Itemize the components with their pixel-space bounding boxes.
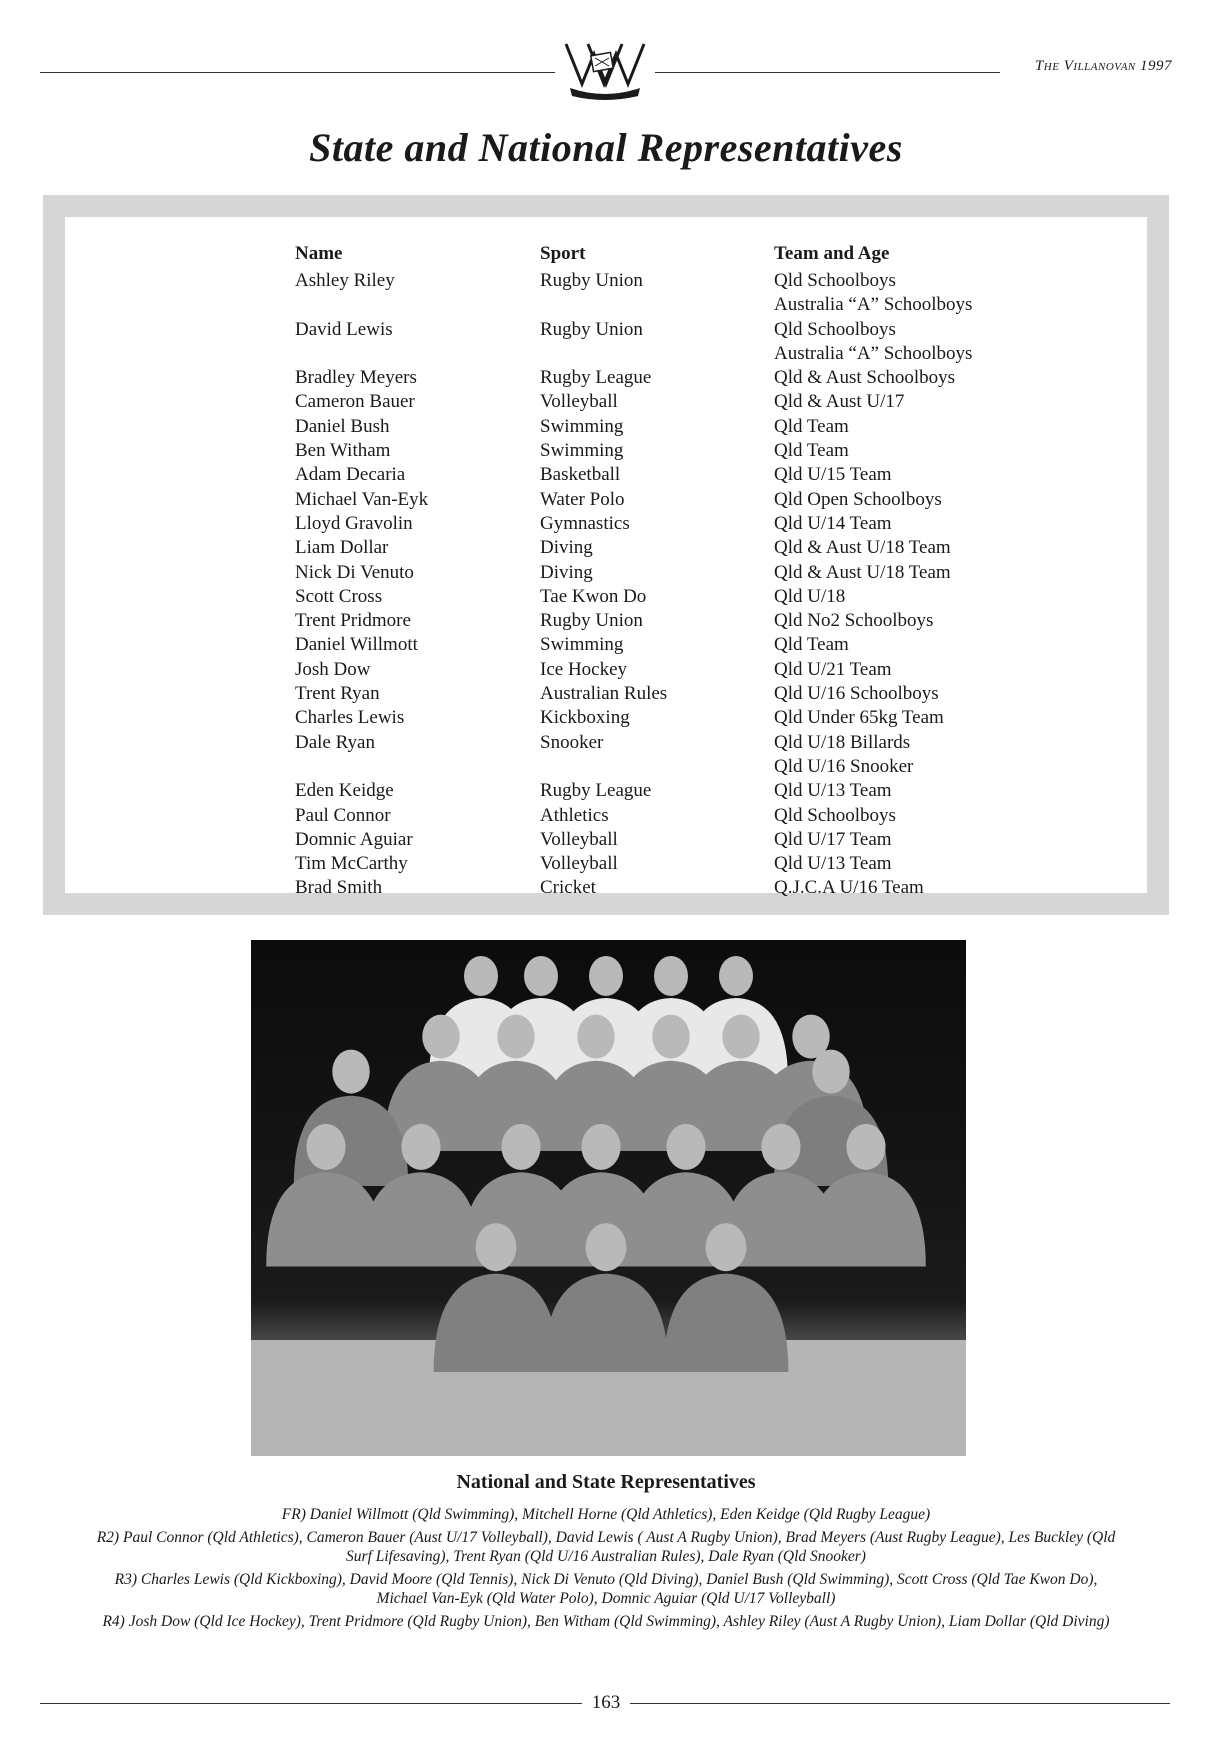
team-line: Qld U/16 Snooker — [774, 755, 914, 777]
cell-sport: Rugby League — [540, 367, 652, 389]
cell-team — [774, 536, 1074, 560]
cell-name: Trent Pridmore — [295, 610, 411, 632]
person-head — [654, 956, 688, 996]
cell-sport: Diving — [540, 537, 593, 559]
team-line: Qld Schoolboys — [774, 318, 896, 340]
table-header-row — [295, 243, 1074, 269]
publication-header: The Villanovan 1997 — [1034, 58, 1172, 74]
table-row — [295, 731, 1074, 780]
cell-sport: Swimming — [540, 415, 624, 437]
table-row — [295, 779, 1074, 803]
photo-caption-title: National and State Representatives — [456, 1471, 756, 1493]
cell-name: Ben Witham — [295, 440, 391, 462]
cell-sport: Swimming — [540, 634, 624, 656]
team-line: Qld Team — [774, 440, 849, 462]
team-line: Qld Open Schoolboys — [774, 488, 942, 510]
team-line: Australia “A” Schoolboys — [774, 294, 973, 316]
cell-team — [774, 269, 1074, 318]
cell-team — [774, 633, 1074, 657]
team-photograph — [251, 940, 966, 1456]
header-rule-left — [40, 72, 555, 73]
caption-row-front: FR) Daniel Willmott (Qld Swimming), Mitchell Horne (Qld Athletics), Eden Keidge (Qld Rugby League) — [281, 1506, 931, 1523]
person-head — [422, 1015, 459, 1059]
cell-name: Daniel Willmott — [295, 634, 418, 656]
header-rule-right — [655, 72, 1000, 73]
caption-row-2: R2) Paul Connor (Qld Athletics), Cameron Bauer (Aust U/17 Volleyball), David Lewis ( Aust A Rugby Union), Brad Meyers (Aust Rugby League), Les Buckley (Qld Surf Lifesaving), Trent Ryan (Qld U/16 Australian Rules), Dale Ryan (Qld Snooker) — [96, 1528, 1116, 1565]
table-row — [295, 463, 1074, 487]
cell-name: Tim McCarthy — [295, 853, 408, 875]
team-line: Australia “A” Schoolboys — [774, 342, 973, 364]
cell-sport: Swimming — [540, 440, 624, 462]
person-head — [719, 956, 753, 996]
cell-team — [774, 318, 1074, 367]
table-row — [295, 633, 1074, 657]
cell-team — [774, 366, 1074, 390]
cell-sport: Diving — [540, 561, 593, 583]
person-head — [666, 1124, 705, 1170]
cell-name: Paul Connor — [295, 804, 391, 826]
table-row — [295, 415, 1074, 439]
team-line: Qld & Aust U/18 Team — [774, 537, 951, 559]
cell-team — [774, 658, 1074, 682]
cell-sport: Rugby League — [540, 780, 652, 802]
column-header-sport: Sport — [540, 243, 586, 264]
team-line: Qld U/15 Team — [774, 464, 892, 486]
cell-name: Josh Dow — [295, 658, 371, 680]
person-head — [722, 1015, 759, 1059]
table-row — [295, 804, 1074, 828]
cell-name: Bradley Meyers — [295, 367, 417, 389]
table-row — [295, 488, 1074, 512]
table-row — [295, 682, 1074, 706]
table-row — [295, 852, 1074, 876]
cell-team — [774, 731, 1074, 780]
table-row — [295, 658, 1074, 682]
table-panel — [65, 217, 1147, 899]
cell-name: Charles Lewis — [295, 707, 405, 729]
table-row — [295, 536, 1074, 560]
cell-name: Lloyd Gravolin — [295, 512, 413, 534]
table-row — [295, 706, 1074, 730]
cell-sport: Australian Rules — [540, 683, 668, 705]
cell-name: Domnic Aguiar — [295, 828, 413, 850]
cell-sport: Basketball — [540, 464, 621, 486]
team-line: Qld U/18 Billards — [774, 731, 911, 753]
table-row — [295, 439, 1074, 463]
cell-name: Daniel Bush — [295, 415, 390, 437]
cell-team — [774, 488, 1074, 512]
cell-team — [774, 512, 1074, 536]
cell-name: Adam Decaria — [295, 464, 406, 486]
team-line: Qld Team — [774, 415, 849, 437]
person-head — [306, 1124, 345, 1170]
cell-sport: Rugby Union — [540, 318, 643, 340]
cell-name: Cameron Bauer — [295, 391, 415, 413]
cell-team — [774, 390, 1074, 414]
photo-caption — [90, 1505, 1122, 1634]
team-line: Q.J.C.A U/16 Team — [774, 877, 924, 899]
cell-name: Dale Ryan — [295, 731, 375, 753]
cell-sport: Gymnastics — [540, 512, 630, 534]
team-line: Qld Schoolboys — [774, 804, 896, 826]
cell-team — [774, 439, 1074, 463]
cell-name: Liam Dollar — [295, 537, 389, 559]
cell-sport: Volleyball — [540, 391, 618, 413]
person-head — [501, 1124, 540, 1170]
cell-sport: Kickboxing — [540, 707, 630, 729]
cell-team — [774, 779, 1074, 803]
cell-sport: Rugby Union — [540, 610, 643, 632]
cell-team — [774, 463, 1074, 487]
table-row — [295, 366, 1074, 390]
cell-team — [774, 561, 1074, 585]
team-line: Qld & Aust U/17 — [774, 391, 905, 413]
page-title: State and National Representatives — [309, 125, 903, 170]
cell-sport: Volleyball — [540, 828, 618, 850]
team-line: Qld & Aust Schoolboys — [774, 367, 956, 389]
representatives-table — [295, 243, 1074, 901]
table-row — [295, 828, 1074, 852]
cell-team — [774, 609, 1074, 633]
cell-sport: Snooker — [540, 731, 604, 753]
cell-name: Eden Keidge — [295, 780, 394, 802]
person-head — [524, 956, 558, 996]
cell-team — [774, 415, 1074, 439]
school-crest-icon — [562, 40, 648, 102]
person-head — [812, 1050, 849, 1094]
cell-sport: Tae Kwon Do — [540, 585, 647, 607]
person-head — [577, 1015, 614, 1059]
person-head — [846, 1124, 885, 1170]
person-head — [581, 1124, 620, 1170]
person-head — [761, 1124, 800, 1170]
table-frame — [43, 195, 1169, 915]
team-line: Qld U/16 Schoolboys — [774, 683, 939, 705]
cell-sport: Water Polo — [540, 488, 625, 510]
table-row — [295, 512, 1074, 536]
table-row — [295, 390, 1074, 414]
page-number: 163 — [582, 1688, 630, 1718]
team-line: Qld Under 65kg Team — [774, 707, 944, 729]
caption-row-3: R3) Charles Lewis (Qld Kickboxing), David Moore (Qld Tennis), Nick Di Venuto (Qld Diving), Daniel Bush (Qld Swimming), Scott Cross (Qld Tae Kwon Do), Michael Van-Eyk (Qld Water Polo), Domnic Aguiar (Qld U/17 Volleyball) — [114, 1570, 1098, 1607]
table-body — [295, 269, 1074, 901]
team-line: Qld U/21 Team — [774, 658, 892, 680]
cell-team — [774, 876, 1074, 900]
cell-name: Trent Ryan — [295, 683, 380, 705]
team-line: Qld Schoolboys — [774, 270, 896, 291]
team-line: Qld & Aust U/18 Team — [774, 561, 951, 583]
column-header-name: Name — [295, 243, 343, 264]
person-head — [497, 1015, 534, 1059]
cell-name: Brad Smith — [295, 877, 383, 899]
person-head — [476, 1223, 517, 1271]
team-line: Qld U/18 — [774, 585, 846, 607]
person-head — [589, 956, 623, 996]
table-row — [295, 609, 1074, 633]
person-head — [586, 1223, 627, 1271]
table-row — [295, 561, 1074, 585]
person-head — [652, 1015, 689, 1059]
team-line: Qld U/13 Team — [774, 853, 892, 875]
person-head — [401, 1124, 440, 1170]
person-head — [332, 1050, 369, 1094]
team-line: Qld U/17 Team — [774, 828, 892, 850]
table-row — [295, 318, 1074, 367]
cell-team — [774, 852, 1074, 876]
cell-team — [774, 828, 1074, 852]
team-line: Qld U/13 Team — [774, 780, 892, 802]
cell-sport: Rugby Union — [540, 270, 643, 291]
table-row — [295, 876, 1074, 900]
cell-sport: Athletics — [540, 804, 609, 826]
person-head — [706, 1223, 747, 1271]
table-row — [295, 269, 1074, 318]
cell-name: Nick Di Venuto — [295, 561, 414, 583]
cell-name: Michael Van-Eyk — [295, 488, 429, 510]
team-line: Qld Team — [774, 634, 849, 656]
cell-team — [774, 706, 1074, 730]
cell-name: David Lewis — [295, 318, 393, 340]
team-line: Qld U/14 Team — [774, 512, 892, 534]
cell-sport: Cricket — [540, 877, 596, 899]
column-header-team: Team and Age — [774, 243, 890, 264]
team-line: Qld No2 Schoolboys — [774, 610, 934, 632]
caption-row-4: R4) Josh Dow (Qld Ice Hockey), Trent Pridmore (Qld Rugby Union), Ben Witham (Qld Swimming), Ashley Riley (Aust A Rugby Union), Liam Dollar (Qld Diving) — [102, 1612, 1110, 1630]
table-row — [295, 585, 1074, 609]
cell-name: Ashley Riley — [295, 270, 395, 291]
cell-team — [774, 585, 1074, 609]
cell-team — [774, 682, 1074, 706]
cell-sport: Volleyball — [540, 853, 618, 875]
cell-team — [774, 804, 1074, 828]
cell-sport: Ice Hockey — [540, 658, 628, 680]
person-head — [464, 956, 498, 996]
cell-name: Scott Cross — [295, 585, 383, 607]
